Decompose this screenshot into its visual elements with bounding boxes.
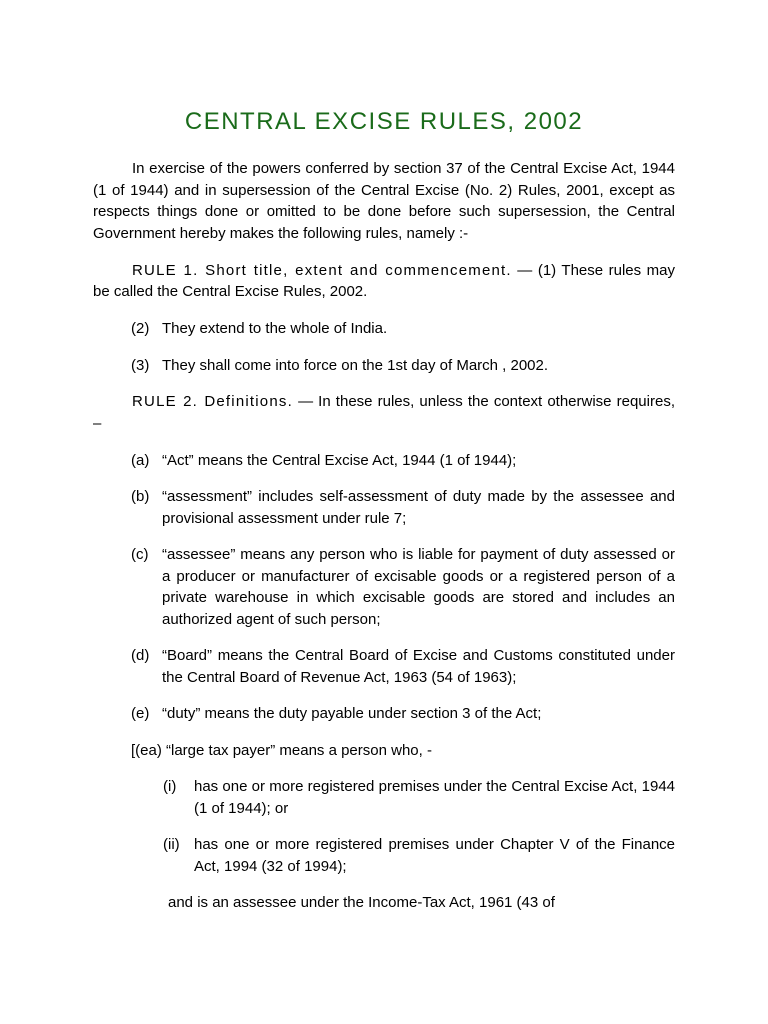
item-label: (d)	[131, 647, 150, 664]
item-label: (ii)	[163, 836, 180, 853]
item-label: (3)	[131, 356, 150, 374]
item-label: (b)	[131, 488, 150, 505]
item-label: (2)	[131, 320, 150, 337]
definition-tail: and is an assessee under the Income-Tax Act, 1961 (43 of	[168, 894, 555, 911]
definition-item	[131, 544, 675, 630]
sub-definition-item	[163, 834, 675, 877]
item-text: “duty” means the duty payable under section 3 of the Act;	[162, 705, 542, 722]
document-body	[93, 158, 675, 914]
definition-item	[131, 486, 675, 529]
item-text: has one or more registered premises under the Central Excise Act, 1944 (1 of 1944); or	[194, 778, 675, 817]
definition-item	[131, 450, 675, 472]
rule-1-text: — (1) These rules may be called the Central Excise Rules, 2002.	[93, 261, 675, 300]
item-text: They shall come into force on the 1st day of March , 2002.	[162, 356, 549, 374]
item-label: (i)	[163, 778, 177, 795]
item-text: “assessee” means any person who is liable for payment of duty assessed or a producer or manufacturer of excisable goods or a registered person of a private warehouse in which excisable goods are stored and includes an authorized agent of such person;	[162, 546, 675, 628]
preamble: In exercise of the powers conferred by section 37 of the Central Excise Act, 1944 (1 of 1944) and in supersession of the Central Excise (No. 2) Rules, 2001, except as respects things done or omitted to be done before such supersession, the Central Government hereby makes the following rules, namely :-	[93, 160, 675, 242]
sub-definition-item	[163, 776, 675, 819]
item-text: “assessment” includes self-assessment of duty made by the assessee and provisional assessment under rule 7;	[162, 488, 675, 527]
rule-1-item	[131, 318, 675, 340]
rule-2-text: — In these rules, unless the context otherwise requires, –	[93, 393, 675, 432]
rule-2	[93, 391, 675, 434]
rule-1-heading: RULE 1. Short title, extent and commencement.	[132, 261, 512, 279]
rule-1-item	[131, 355, 675, 377]
item-label: (a)	[131, 451, 150, 469]
definition-item	[131, 645, 675, 688]
item-label: (e)	[131, 705, 150, 722]
item-text: has one or more registered premises under Chapter V of the Finance Act, 1994 (32 of 1994);	[194, 836, 675, 875]
document-title: CENTRAL EXCISE RULES, 2002	[184, 108, 584, 135]
rule-1	[93, 260, 675, 303]
item-text: They extend to the whole of India.	[162, 320, 388, 337]
item-label: (c)	[131, 546, 149, 563]
definition-ea: [(ea) “large tax payer” means a person who, -	[131, 741, 432, 759]
item-text: “Act” means the Central Excise Act, 1944 (1 of 1944);	[162, 451, 517, 469]
rule-2-heading: RULE 2. Definitions.	[132, 393, 293, 410]
item-text: “Board” means the Central Board of Excise and Customs constituted under the Central Board of Revenue Act, 1963 (54 of 1963);	[162, 647, 675, 686]
definition-item	[131, 703, 675, 725]
